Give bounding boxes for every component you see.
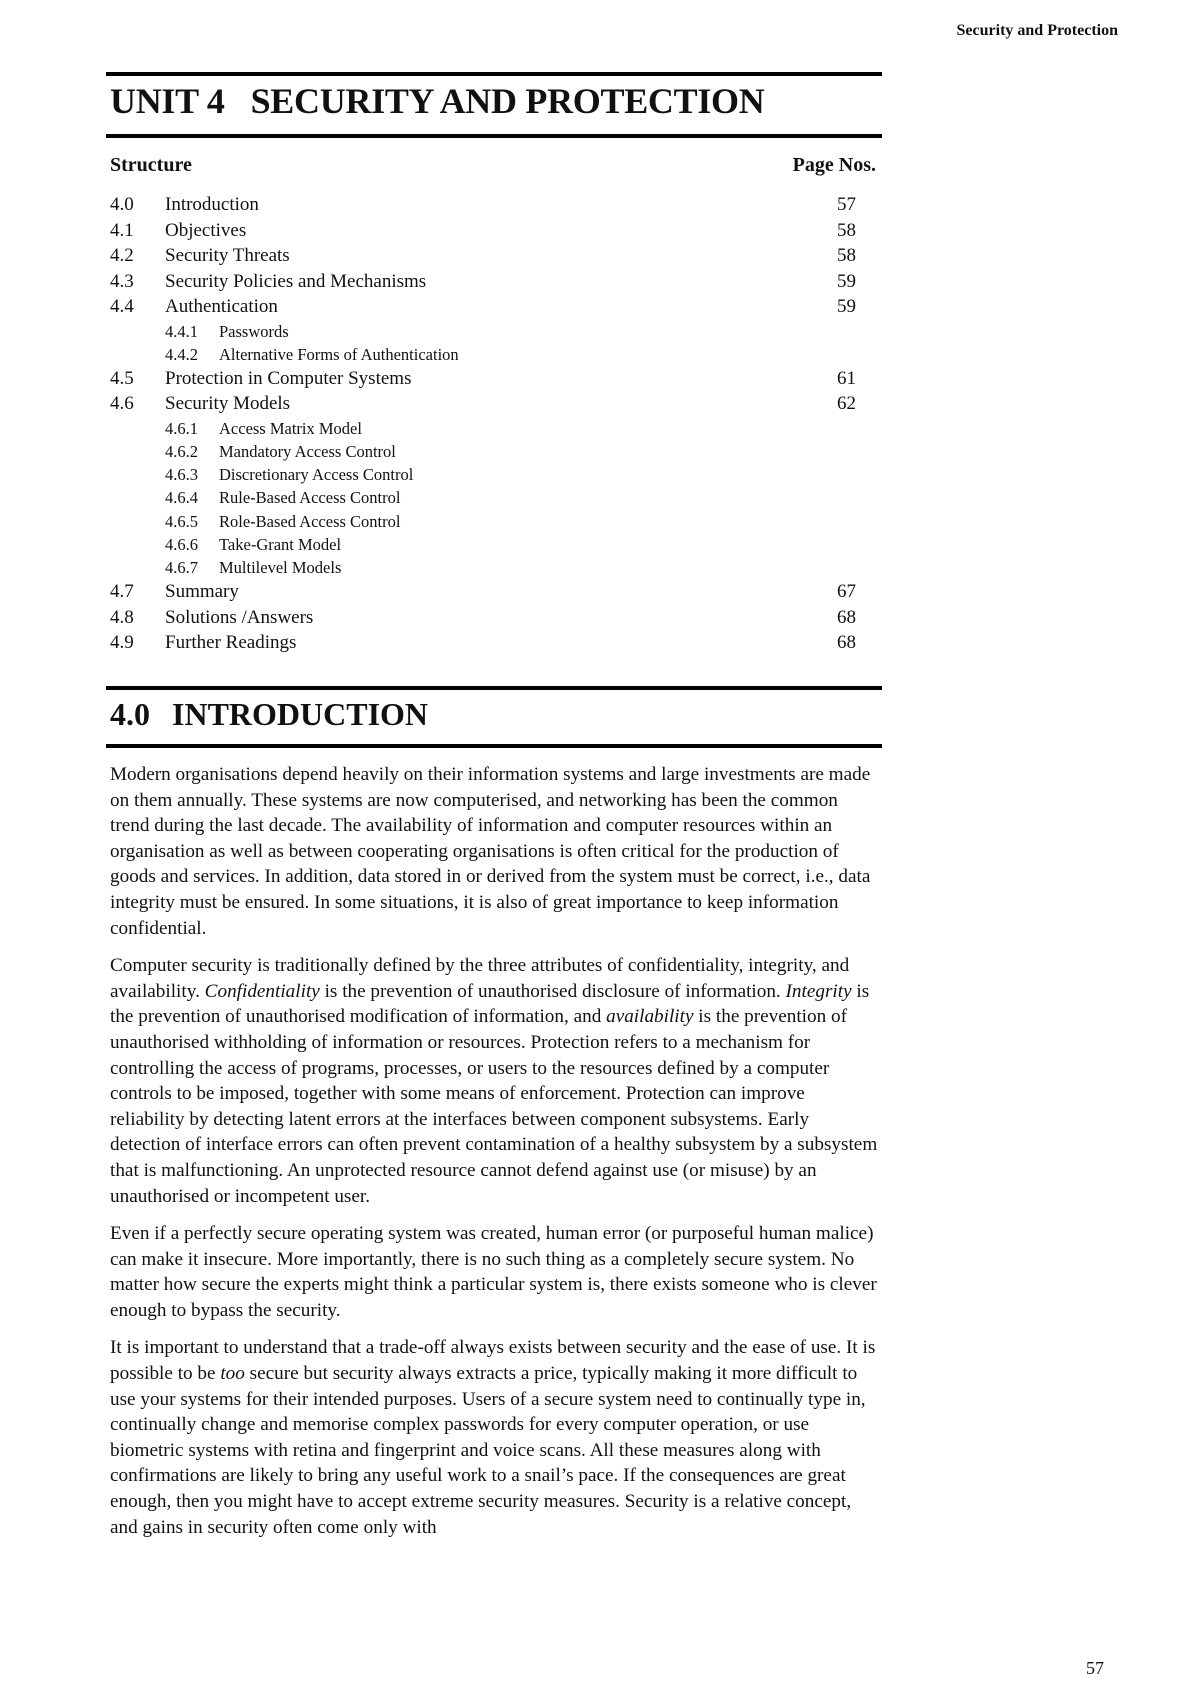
toc-subentry-title: Take-Grant Model — [219, 534, 342, 554]
structure-label: Structure — [110, 154, 192, 176]
text-run: is the prevention of unauthorised modification of information, and — [110, 980, 870, 1028]
section-top-rule — [106, 686, 882, 690]
toc-entry — [110, 579, 856, 605]
toc-entry-title: Protection in Computer Systems — [165, 367, 412, 389]
body-text — [110, 762, 882, 1552]
section-name: INTRODUCTION — [172, 696, 429, 732]
toc-entry-page: 62 — [837, 393, 856, 415]
toc-entry-number: 4.6 — [110, 393, 134, 415]
toc-subentry — [110, 463, 856, 486]
toc-subentry-number: 4.6.2 — [165, 442, 198, 462]
section-bottom-rule — [106, 744, 882, 748]
toc-entry-title: Summary — [165, 581, 239, 603]
toc-entry — [110, 605, 856, 631]
toc-entry-title: Security Models — [165, 393, 291, 415]
toc-entry-number: 4.3 — [110, 270, 134, 292]
toc-entry — [110, 294, 856, 320]
toc-entry — [110, 366, 856, 392]
emphasized-term: Confidentiality — [204, 980, 320, 1002]
toc-entry-page: 61 — [837, 367, 856, 389]
toc-entry-page: 58 — [837, 219, 856, 241]
toc-entry-number: 4.4 — [110, 296, 134, 317]
toc-entry — [110, 243, 856, 269]
toc-subentry — [110, 486, 856, 509]
toc-entry-number: 4.8 — [110, 606, 134, 628]
toc-subentry-number: 4.6.3 — [165, 465, 198, 485]
page-number: 57 — [1086, 1658, 1104, 1678]
toc-header — [110, 154, 876, 177]
text-run: Modern organisations depend heavily on their information systems and large investments are made on them annually. These systems are now computerised, and networking has been the common trend during the last decade. The availability of information and computer resources within an organisation as well as between cooperating organisations is often critical for the production of goods and services. In addition, data stored in or derived from the system must be correct, i.e., data integrity must be ensured. In some situations, it is also of great importance to keep information confidential. — [110, 764, 871, 939]
emphasized-term: too — [220, 1363, 245, 1385]
toc-subentry-title: Access Matrix Model — [219, 418, 362, 438]
toc-subentry-number: 4.6.6 — [165, 534, 198, 554]
paragraph — [110, 762, 882, 941]
toc-entry-title: Introduction — [165, 194, 259, 215]
unit-number: UNIT 4 — [110, 81, 225, 121]
toc-entry-number: 4.2 — [110, 245, 134, 266]
toc-entry-page: 58 — [837, 245, 856, 266]
text-run: secure but security always extracts a price, typically making it more difficult to use your systems for their intended purposes. Users of a secure system need to continually type in, continually change and memorise complex passwords for every computer operation, or use biometric systems with retina and fingerprint and voice scans. All these measures along with confirmations are likely to bring any useful work to a snail’s pace. If the consequences are great enough, then you might have to accept extreme security measures. Security is a relative concept, and gains in security often come only with — [110, 1363, 866, 1538]
text-run: Even if a perfectly secure operating system was created, human error (or purposeful human malice) can make it insecure. More importantly, there is no such thing as a completely secure system. No matter how secure the experts might think a particular system is, there exists someone who is clever enough to bypass the security. — [110, 1223, 877, 1321]
emphasized-term: Integrity — [785, 980, 852, 1002]
toc-entry-number: 4.0 — [110, 194, 134, 215]
text-run: It is important to understand that a trade-off always exists between security and the ease of use. It is possible to be — [110, 1337, 876, 1385]
text-run: is the prevention of unauthorised disclosure of information. — [319, 980, 786, 1002]
toc-entry-page: 68 — [837, 632, 856, 654]
unit-name: SECURITY AND PROTECTION — [250, 81, 765, 121]
toc-subentry-number: 4.6.1 — [165, 418, 198, 438]
toc-subentry-title: Discretionary Access Control — [219, 465, 414, 485]
toc-entry-page: 59 — [837, 296, 856, 317]
toc-subentry-number: 4.4.2 — [165, 344, 198, 364]
toc-entry-number: 4.7 — [110, 581, 134, 603]
toc-entry — [110, 630, 856, 656]
toc-entry-title: Security Policies and Mechanisms — [165, 270, 427, 292]
toc-subentry — [110, 440, 856, 463]
toc-subentry-number: 4.6.4 — [165, 488, 198, 508]
toc-subentry — [110, 510, 856, 533]
toc-entry-title: Authentication — [165, 296, 278, 317]
toc-entry-number: 4.5 — [110, 367, 134, 389]
table-of-contents — [110, 192, 856, 656]
toc-subentry-title: Mandatory Access Control — [219, 442, 396, 462]
toc-subentry-title: Role-Based Access Control — [219, 511, 401, 531]
top-rule — [106, 72, 882, 76]
emphasized-term: availability — [606, 1006, 694, 1028]
toc-entry-number: 4.1 — [110, 219, 134, 241]
toc-subentry-title: Rule-Based Access Control — [219, 488, 401, 508]
section-title — [110, 696, 428, 733]
toc-subentry — [110, 556, 856, 579]
text-run: Computer security is traditionally defined by the three attributes of confidentiality, integrity, and availability. — [110, 955, 850, 1002]
toc-entry — [110, 192, 856, 218]
text-run: is the prevention of unauthorised withholding of information or resources. Protection refers to a mechanism for controlling the access of programs, processes, or users to the resources defined by a computer controls to be imposed, together with some means of enforcement. Protection can improve reliability by detecting latent errors at the interfaces between component subsystems. Early detection of interface errors can often prevent contamination of a healthy subsystem by a subsystem that is malfunctioning. An unprotected resource cannot defend against use (or misuse) by an unauthorised or incompetent user. — [110, 1006, 878, 1207]
toc-entry — [110, 391, 856, 417]
toc-subentry-title: Passwords — [219, 321, 289, 341]
toc-entry-page: 68 — [837, 606, 856, 628]
toc-subentry — [110, 320, 856, 343]
toc-entry-title: Security Threats — [165, 245, 290, 266]
toc-entry-number: 4.9 — [110, 632, 134, 654]
toc-entry — [110, 218, 856, 244]
toc-entry-page: 67 — [837, 581, 856, 603]
title-rule — [106, 134, 882, 138]
paragraph — [110, 1221, 882, 1323]
toc-entry-title: Solutions /Answers — [165, 606, 314, 628]
unit-title — [110, 80, 764, 122]
toc-subentry-number: 4.6.5 — [165, 511, 198, 531]
section-number: 4.0 — [110, 696, 150, 732]
toc-subentry — [110, 533, 856, 556]
toc-subentry-number: 4.6.7 — [165, 558, 198, 577]
toc-subentry-number: 4.4.1 — [165, 321, 198, 341]
toc-entry-page: 57 — [837, 194, 856, 215]
paragraph — [110, 953, 882, 1209]
running-head: Security and Protection — [956, 22, 1118, 39]
toc-subentry — [110, 343, 856, 366]
toc-subentry-title: Alternative Forms of Authentication — [219, 344, 459, 364]
toc-entry-title: Objectives — [165, 219, 247, 241]
toc-subentry — [110, 417, 856, 440]
toc-entry — [110, 269, 856, 295]
toc-entry-title: Further Readings — [165, 632, 297, 654]
page-nos-label: Page Nos. — [792, 154, 876, 176]
toc-subentry-title: Multilevel Models — [219, 558, 342, 577]
toc-entry-page: 59 — [837, 270, 856, 292]
paragraph — [110, 1335, 882, 1540]
